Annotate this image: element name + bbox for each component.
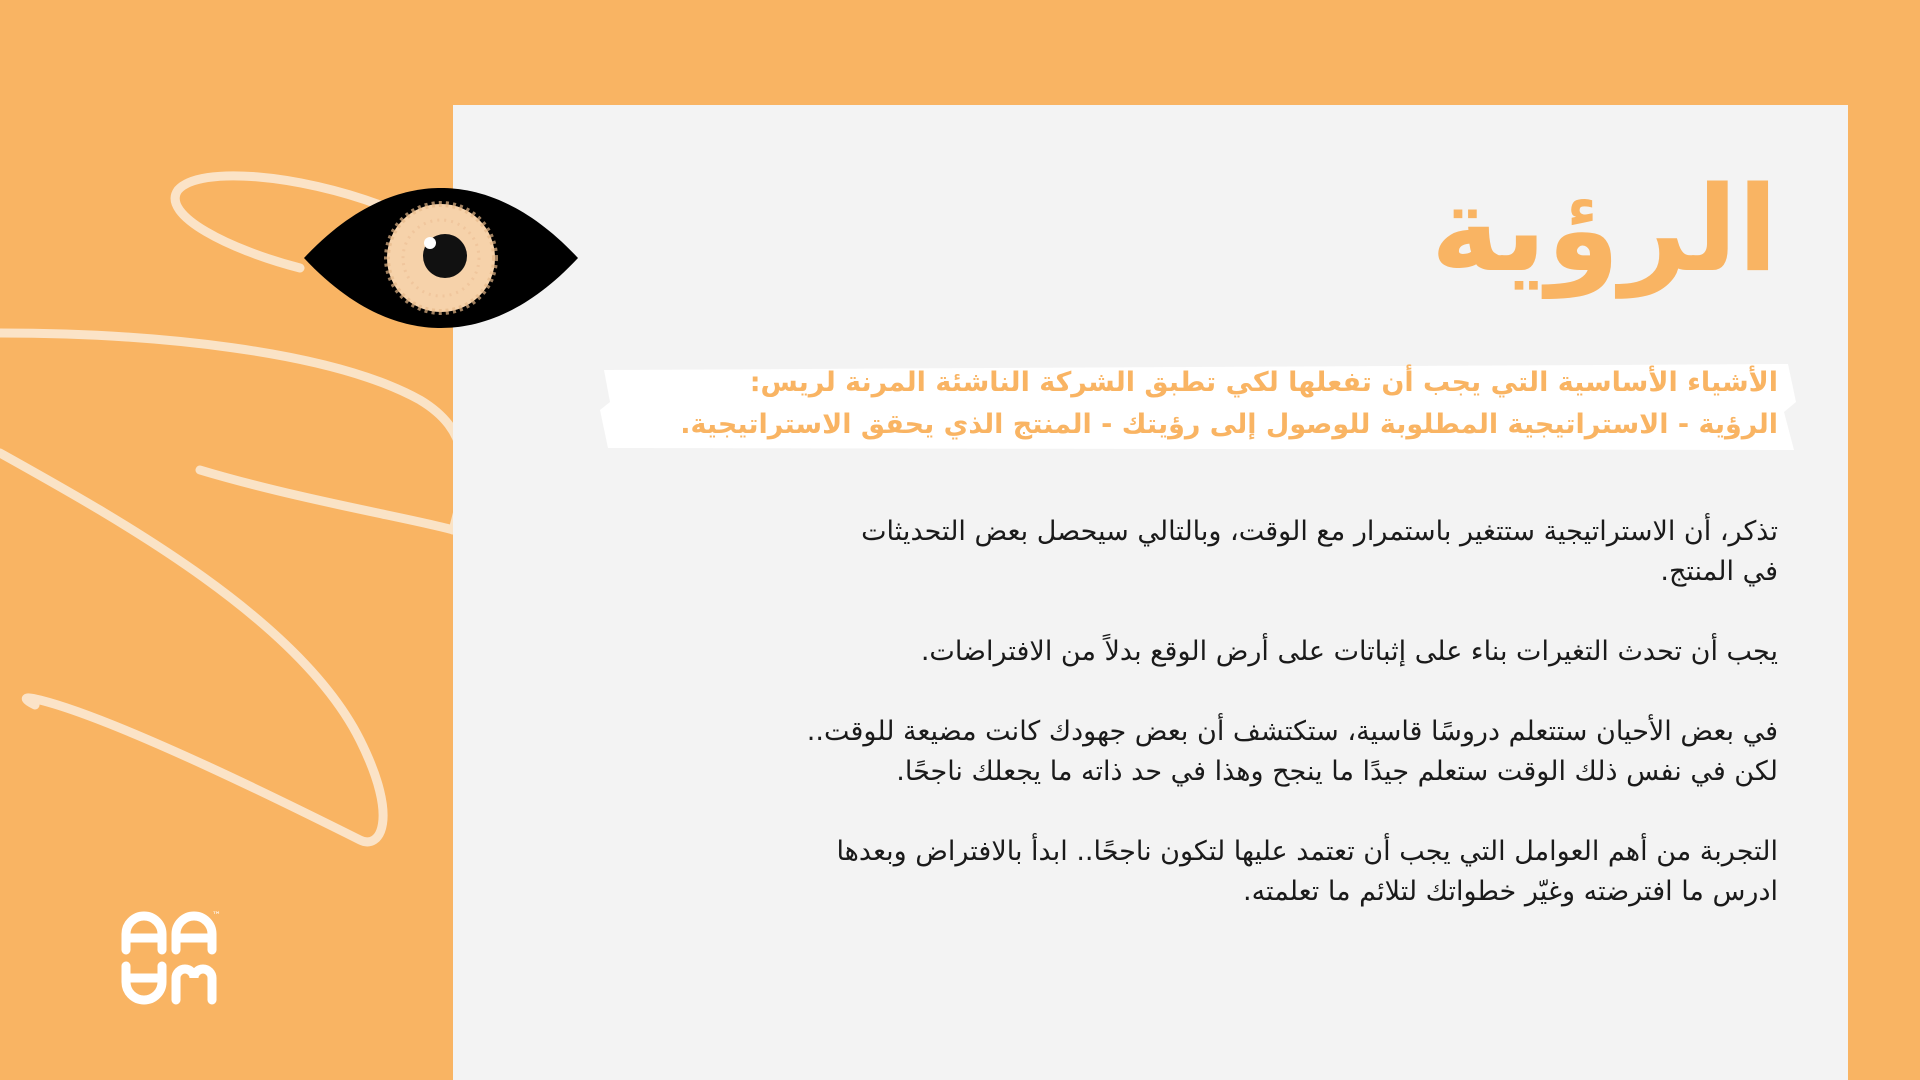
paragraph <box>498 832 1778 912</box>
body-text <box>498 512 1778 952</box>
subtitle <box>680 362 1778 446</box>
paragraph-line: ادرس ما افترضته وغيّر خطواتك لتلائم ما تعلمته. <box>1242 876 1778 907</box>
paragraph <box>498 632 1778 672</box>
paragraph-line: التجربة من أهم العوامل التي يجب أن تعتمد عليها لتكون ناجحًا.. ابدأ بالافتراض وبعدها <box>836 836 1778 867</box>
paragraph-line: لكن في نفس ذلك الوقت ستعلم جيدًا ما ينجح وهذا في حد ذاته ما يجعلك ناجحًا. <box>896 756 1778 787</box>
subtitle-line: الرؤية - الاستراتيجية المطلوبة للوصول إلى رؤيتك - المنتج الذي يحقق الاستراتيجية. <box>680 409 1778 440</box>
paragraph <box>498 712 1778 792</box>
trademark-mark: ™ <box>212 911 221 921</box>
slide-title: الرؤية <box>1430 160 1778 298</box>
paragraph-line: تذكر، أن الاستراتيجية ستتغير باستمرار مع الوقت، وبالتالي سيحصل بعض التحديثات <box>861 516 1778 547</box>
paragraph <box>498 512 1778 592</box>
brand-logo <box>120 908 220 1008</box>
subtitle-line: الأشياء الأساسية التي يجب أن تفعلها لكي تطبق الشركة الناشئة المرنة لريس: <box>749 367 1778 398</box>
paragraph-line: يجب أن تحدث التغيرات بناء على إثباتات على أرض الوقع بدلاً من الافتراضات. <box>920 636 1778 667</box>
paragraph-line: في بعض الأحيان ستتعلم دروسًا قاسية، ستكتشف أن بعض جهودك كانت مضيعة للوقت.. <box>806 716 1778 747</box>
paragraph-line: في المنتج. <box>1660 556 1778 587</box>
eye-icon <box>300 188 582 328</box>
